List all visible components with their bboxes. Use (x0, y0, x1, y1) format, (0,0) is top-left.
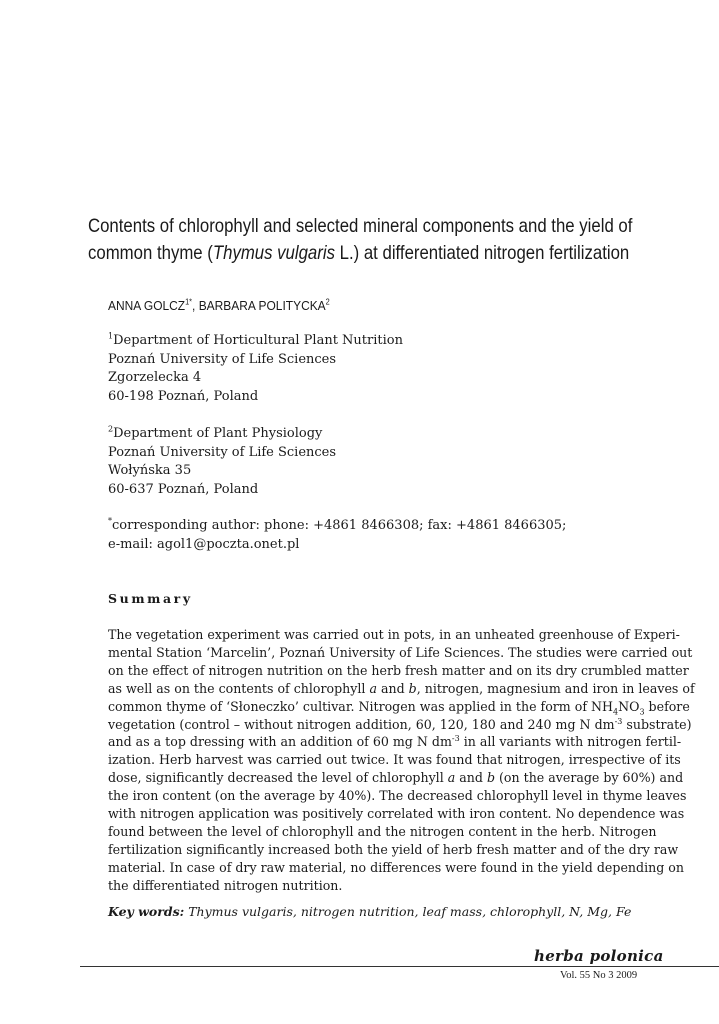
summary-heading: Summary (108, 591, 193, 606)
summary-line (108, 769, 684, 787)
text-run: and (376, 680, 409, 696)
summary-line (108, 733, 682, 751)
text-run: , nitrogen, magnesium and iron in leaves of (416, 680, 695, 696)
text-run: before (644, 698, 690, 714)
summary-line: on the effect of nitrogen nutrition on the herb fresh matter and on its dry crumbled matter (108, 662, 689, 678)
correspondence-mark: * (108, 516, 112, 526)
text-run: common thyme of ‘Słoneczko’ cultivar. Nitrogen was applied in the form of NH (108, 698, 613, 714)
affiliation-2 (108, 425, 336, 499)
text-run: and (455, 770, 487, 786)
keywords-list: Thymus vulgaris, nitrogen nutrition, leaf mass, chlorophyll, N, Mg, Fe (184, 904, 632, 919)
text-run: (on the average by 60%) and (495, 770, 684, 786)
contact-email: e-mail: agol1@poczta.onet.pl (108, 536, 300, 552)
summary-line (108, 698, 690, 717)
subscript: 4 (613, 707, 619, 717)
article-title (88, 213, 633, 267)
summary-line: the iron content (on the average by 40%). The decreased chlorophyll level in thyme leaves (108, 788, 687, 804)
city-address: 60-198 Poznań, Poland (108, 388, 259, 404)
author-affiliation-mark: 2 (325, 297, 330, 307)
summary-line: material. In case of dry raw material, no differences were found in the yield depending on (108, 859, 684, 875)
summary-line: with nitrogen application was positively correlated with iron content. No dependence was (108, 806, 685, 822)
summary-line: ization. Herb harvest was carried out twice. It was found that nitrogen, irrespective of its (108, 752, 681, 768)
city-address: 60-637 Poznań, Poland (108, 481, 259, 497)
title-line-1: Contents of chlorophyll and selected mineral components and the yield of (88, 215, 633, 237)
superscript: -3 (451, 734, 460, 744)
affiliation-mark: 2 (108, 424, 114, 434)
superscript: -3 (614, 716, 623, 726)
journal-logo: herba polonica (534, 947, 664, 965)
summary-line: fertilization significantly increased both the yield of herb fresh matter and of the dry raw (108, 841, 679, 857)
subscript: 3 (639, 707, 645, 717)
summary-line (108, 716, 692, 734)
author-name: ANNA GOLCZ (108, 298, 186, 313)
issue-info: Vol. 55 No 3 2009 (560, 970, 638, 981)
text-run: as well as on the contents of chlorophyll (108, 680, 370, 696)
text-run: and as a top dressing with an addition of 60 mg N dm (108, 734, 452, 750)
text-run: NO (618, 698, 640, 714)
text-run: b (486, 770, 496, 786)
title-text: L.) at differentiated nitrogen fertilization (334, 242, 630, 264)
keywords-label: Key words: (108, 904, 185, 919)
author-affiliation-mark: 1* (185, 297, 193, 307)
summary-line: found between the level of chlorophyll and the nitrogen content in the herb. Nitrogen (108, 823, 657, 839)
text-run: a (369, 680, 377, 696)
department-name: Department of Horticultural Plant Nutrition (113, 333, 403, 348)
footer-rule (80, 966, 719, 967)
text-run: vegetation (control – without nitrogen addition, 60, 120, 180 and 240 mg N dm (108, 716, 615, 732)
text-run: substrate) (622, 716, 692, 732)
species-name: Thymus vulgaris (212, 242, 335, 264)
university-name: Poznań University of Life Sciences (108, 351, 337, 367)
title-text: common thyme ( (88, 242, 213, 264)
title-line-2 (88, 240, 630, 267)
summary-line: mental Station ‘Marcelin’, Poznań University of Life Sciences. The studies were carried out (108, 644, 693, 660)
keywords (108, 904, 631, 919)
affiliation-mark: 1 (108, 331, 114, 341)
street-address: Wołyńska 35 (108, 463, 192, 478)
text-run: a (447, 770, 456, 786)
summary-line: The vegetation experiment was carried out in pots, in an unheated greenhouse of Experi- (108, 627, 680, 642)
correspondence-note (108, 517, 566, 554)
summary-line: the differentiated nitrogen nutrition. (108, 877, 343, 893)
university-name: Poznań University of Life Sciences (108, 444, 337, 460)
author-separator: , (192, 298, 199, 313)
summary-line (108, 680, 695, 698)
text-run: b (408, 680, 417, 696)
text-run: dose, significantly decreased the level of chlorophyll (108, 770, 448, 786)
contact-phone-fax: corresponding author: phone: +4861 8466308; fax: +4861 8466305; (112, 518, 567, 533)
department-name: Department of Plant Physiology (113, 426, 323, 441)
street-address: Zgorzelecka 4 (108, 370, 202, 385)
text-run: in all variants with nitrogen fertil- (459, 734, 682, 750)
affiliation-1 (108, 332, 403, 406)
author-name: BARBARA POLITYCKA (198, 298, 326, 313)
summary-text (108, 626, 695, 895)
author-list (108, 297, 330, 315)
